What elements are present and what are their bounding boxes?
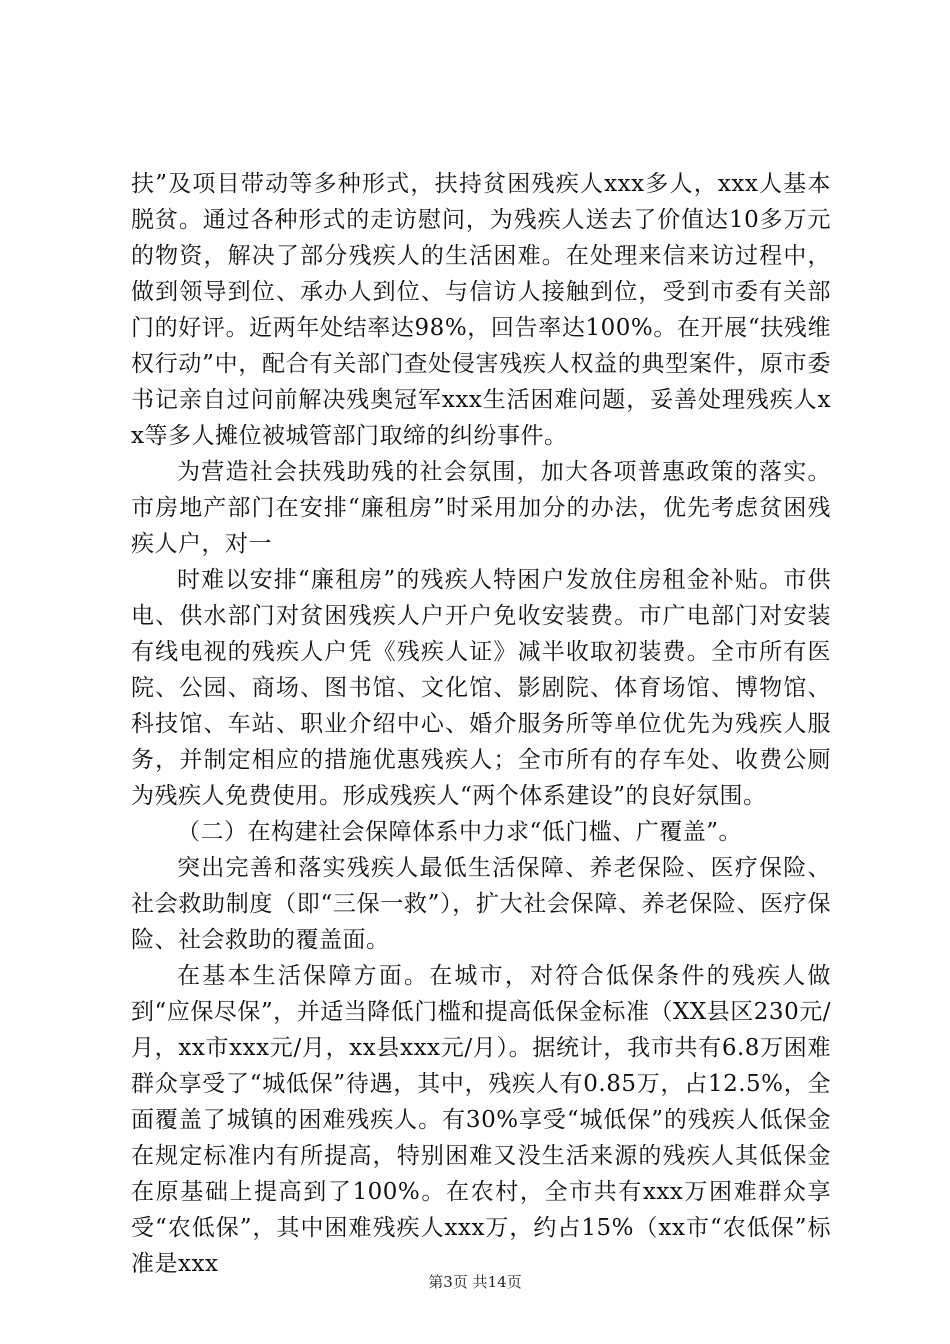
paragraph-continuation: 扶”及项目带动等多种形式，扶持贫困残疾人xxx多人，xxx人基本脱贫。通过各种形式的走访慰问，为残疾人送去了价值达10多万元的物资，解决了部分残疾人的生活困难。在处理来信来访过程中，做到领导到位、承办人到位、与信访人接触到位，受到市委有关部门的好评。近两年处结率达98%，回告率达100%。在开展“扶残维权行动”中，配合有关部门查处侵害残疾人权益的典型案件，原市委书记亲自过问前解决残奥冠军xxx生活困难问题，妥善处理残疾人xx等多人摊位被城管部门取缔的纠纷事件。 xyxy=(131,171,831,449)
document-body xyxy=(131,166,831,1282)
page-number-footer: 第3页 共14页 xyxy=(428,1273,522,1291)
paragraph-basic-living-security: 在基本生活保障方面。在城市，对符合低保条件的残疾人做到“应保尽保”，并适当降低门槛和提高低保金标准（XX县区230元/月，xx市xxx元/月，xx县xxx元/月）。据统计，我市共有6.8万困难群众享受了“城低保”待遇，其中，残疾人有0.85万，占12.5%，全面覆盖了城镇的困难残疾人。有30%享受“城低保”的残疾人低保金在规定标准内有所提高，特别困难又没生活来源的残疾人其低保金在原基础上提高到了100%。在农村，全市共有xxx万困难群众享受“农低保”，其中困难残疾人xxx万，约占15%（xx市“农低保”标准是xxx xyxy=(131,963,831,1277)
paragraph-three-insurances: 突出完善和落实残疾人最低生活保障、养老保险、医疗保险、社会救助制度（即“三保一救”），扩大社会保障、养老保险、医疗保险、社会救助的覆盖面。 xyxy=(131,855,831,953)
section-heading-social-security: （二）在构建社会保障体系中力求“低门槛、广覆盖”。 xyxy=(177,819,743,845)
paragraph-housing-subsidy: 时难以安排“廉租房”的残疾人特困户发放住房租金补贴。市供电、供水部门对贫困残疾人户开户免收安装费。市广电部门对安装有线电视的残疾人户凭《残疾人证》减半收取初装费。全市所有医院、公园、商场、图书馆、文化馆、影剧院、体育场馆、博物馆、科技馆、车站、职业介绍中心、婚介服务所等单位优先为残疾人服务，并制定相应的措施优惠残疾人；全市所有的存车处、收费公厕为残疾人免费使用。形成残疾人“两个体系建设”的良好氛围。 xyxy=(131,567,831,809)
paragraph-social-atmosphere: 为营造社会扶残助残的社会氛围，加大各项普惠政策的落实。市房地产部门在安排“廉租房”时采用加分的办法，优先考虑贫困残疾人户，对一 xyxy=(131,459,831,557)
